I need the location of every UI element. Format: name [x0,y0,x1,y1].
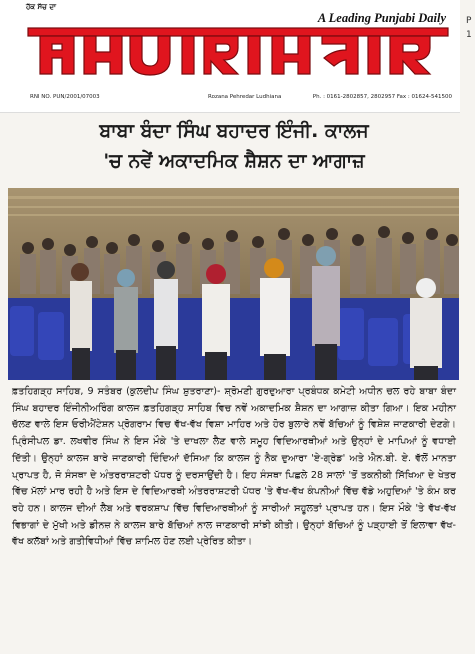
masthead-tagline: ਹੱਕ ਸੱਚ ਦਾ [26,3,56,11]
headline-line-2: 'ਚ ਨਵੇਂ ਅਕਾਦਮਿਕ ਸ਼ੈਸ਼ਨ ਦਾ ਆਗਾਜ਼ [103,150,365,172]
masthead [0,0,460,113]
publication-place: Rozana Pehredar Ludhiana [208,94,282,100]
contact-numbers: Ph. : 0161-2802857, 2802957 Fax : 01624-541500 [312,94,452,100]
edge-char-1: P [466,16,472,26]
article-body: ਫ਼ਤਹਿਗੜ੍ਹ ਸਾਹਿਬ, 9 ਸਤੰਬਰ (ਕੁਲਦੀਪ ਸਿੰਘ ਸ਼ੁਤਰਾਣਾ)- ਸ਼੍ਰੋਮਣੀ ਗੁਰਦੁਆਰਾ ਪ੍ਰਬੰਧਕ ਕਮੇਟੀ ਅਧੀਨ ਚਲ ਰਹੇ ਬਾਬਾ ਬੰਦਾ ਸਿੰਘ ਬਹਾਦਰ ਇੰਜੀਨੀਅਰਿੰਗ ਕਾਲਜ ਫ਼ਤਹਿਗੜ੍ਹ ਸਾਹਿਬ ਵਿਚ ਨਵੇਂ ਅਕਾਦਮਿਕ ਸ਼ੈਸ਼ਨ ਦਾ ਆਗਾਜ਼ ਕੀਤਾ ਗਿਆ। ਇਕ ਮਹੀਨਾ ਚੱਲਣ ਵਾਲੇ ਇਸ ਓਰੀਐਂਟੇਸ਼ਨ ਪ੍ਰੋਗਰਾਮ ਵਿਚ ਵੱਖ-ਵੱਖ ਵਿਸ਼ਾ ਮਾਹਿਰ ਅਤੇ ਹੋਰ ਬੁਲਾਰੇ ਨਵੇਂ ਬੱਚਿਆਂ ਨੂੰ ਵਿਸ਼ੇਸ਼ ਜਾਣਕਾਰੀ ਦੇਣਗੇ। ਪ੍ਰਿੰਸੀਪਲ ਡਾ. ਲਖਵੀਰ ਸਿੰਘ ਨੇ ਇਸ ਮੌਕੇ 'ਤੇ ਦਾਖਲਾ ਲੈਣ ਵਾਲੇ ਸਮੂਹ ਵਿਦਿਆਰਥੀਆਂ ਅਤੇ ਉਨ੍ਹਾਂ ਦੇ ਮਾਪਿਆਂ ਨੂੰ ਵਧਾਈ ਦਿੱਤੀ। ਉਨ੍ਹਾਂ ਕਾਲਜ ਬਾਰੇ ਜਾਣਕਾਰੀ ਦਿੰਦਿਆਂ ਦੱਸਿਆ ਕਿ ਕਾਲਜ ਨੂੰ ਨੈਕ ਦੁਆਰਾ 'ਏ-ਗ੍ਰੇਡ' ਅਤੇ ਐਨ.ਬੀ. ਏ. ਵੱਲੋਂ ਮਾਨਤਾ ਪ੍ਰਾਪਤ ਹੈ, ਜੋ ਸੰਸਥਾ ਦੇ ਅੰਤਰਰਾਸ਼ਟਰੀ ਪੱਧਰ ਨੂੰ ਦਰਸਾਉਂਦੀ ਹੈ। ਇਹ ਸੰਸਥਾ ਪਿਛਲੇ 28 ਸਾਲਾਂ 'ਤੋਂ ਤਕਨੀਕੀ ਸਿੱਖਿਆ ਦੇ ਖੇਤਰ ਵਿੱਚ ਮੱਲਾਂ ਮਾਰ ਰਹੀ ਹੈ ਅਤੇ ਇਸ ਦੇ ਵਿਦਿਆਰਥੀ ਅੰਤਰਰਾਸ਼ਟਰੀ ਪੱਧਰ 'ਤੇ ਵੱਖ-ਵੱਖ ਕੰਪਨੀਆਂ ਵਿੱਚ ਵੱਡੇ ਅਹੁਦਿਆਂ 'ਤੇ ਕੰਮ ਕਰ ਰਹੇ ਹਨ। ਕਾਲਜ ਦੀਆਂ ਲੈਬ ਅਤੇ ਵਰਕਸ਼ਾਪ ਵਿੱਚ ਵਿਦਿਆਰਥੀਆਂ ਨੂੰ ਸਾਰੀਆਂ ਸਹੂਲਤਾਂ ਪ੍ਰਾਪਤ ਹਨ। ਇਸ ਮੌਕੇ 'ਤੇ ਵੱਖ-ਵੱਖ ਵਿਭਾਗਾਂ ਦੇ ਮੁੱਖੀ ਅਤੇ ਡੀਨਜ਼ ਨੇ ਕਾਲਜ ਬਾਰੇ ਬੱਚਿਆਂ ਨਾਲ ਜਾਣਕਾਰੀ ਸਾਂਝੀ ਕੀਤੀ। ਉਨ੍ਹਾਂ ਬੱਚਿਆਂ ਨੂੰ ਪੜ੍ਹਾਈ ਤੋਂ ਇਲਾਵਾ ਵੱਖ-ਵੱਖ ਕਲੱਬਾਂ ਅਤੇ ਗਤੀਵਿਧੀਆਂ ਵਿੱਚ ਸ਼ਾਮਿਲ ਹੋਣ ਲਈ ਪ੍ਰੇਰਿਤ ਕੀਤਾ। [12,386,456,548]
edge-char-2: 1 [466,30,472,40]
masthead-subtitle: A Leading Punjabi Daily [317,11,446,25]
group-photo [8,188,459,380]
newspaper-logo [22,22,452,84]
article-headline [10,116,458,176]
rni-number: RNI NO. PUN/2001/07003 [30,94,100,100]
headline-line-1: ਬਾਬਾ ਬੰਦਾ ਸਿੰਘ ਬਹਾਦਰ ਇੰਜੀ. ਕਾਲਜ [99,120,369,142]
group-photo-icon [8,188,459,380]
adjacent-page-edge [466,14,475,42]
